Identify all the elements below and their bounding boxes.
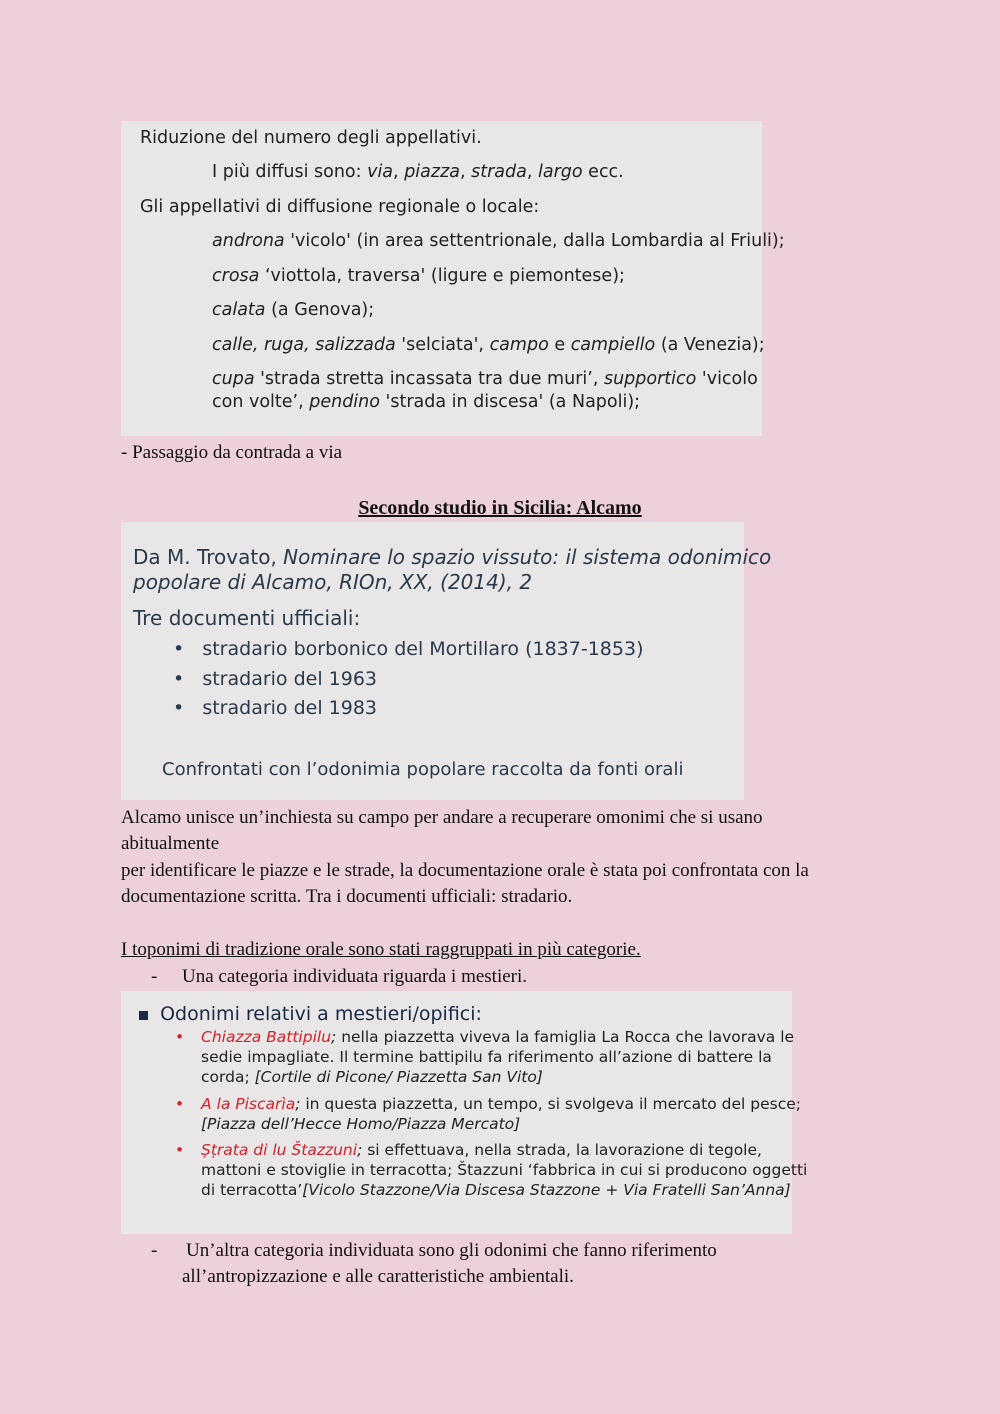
section-title: Secondo studio in Sicilia: Alcamo — [358, 497, 642, 519]
slide1-androna: androna 'vicolo' (in area settentrionale, dalla Lombardia al Friuli); — [212, 231, 785, 251]
underlined-heading: I toponimi di tradizione orale sono stati raggruppati in più categorie. — [121, 939, 641, 960]
slide2-item-1: • stradario borbonico del Mortillaro (1837-1853) — [173, 638, 644, 660]
paragraph-line-4: documentazione scritta. Tra i documenti ufficiali: stradario. — [121, 886, 573, 907]
red-bullet-icon: • — [175, 1095, 185, 1113]
slide2-heading: Tre documenti ufficiali: — [133, 606, 361, 630]
slide1-cupa-line1: cupa 'strada stretta incassata tra due muri’, supportico 'vicolo — [212, 369, 758, 389]
slide2-footer: Confrontati con l’odonimia popolare raccolta da fonti orali — [162, 759, 684, 780]
slide3-item1-line2: sedie impagliate. Il termine battipilu fa riferimento all’azione di battere la — [201, 1048, 772, 1066]
slide2-item-3: • stradario del 1983 — [173, 697, 378, 719]
list-item-mestieri: Una categoria individuata riguarda i mestieri. — [182, 966, 528, 987]
slide3-item3-line2: mattoni e stoviglie in terracotta; Štazzuni ‘fabbrica in cui si producono oggetti — [201, 1161, 808, 1179]
slide3-item1-line1: Chiazza Battipilu; nella piazzetta viveva la famiglia La Rocca che lavorava le — [201, 1028, 795, 1046]
slide3-item2-line1: A la Piscarìa; in questa piazzetta, un tempo, si svolgeva il mercato del pesce; — [201, 1095, 801, 1113]
list-dash-2: - — [151, 1240, 158, 1261]
list-item-antropizzazione-line2: all’antropizzazione e alle caratteristiche ambientali. — [182, 1266, 574, 1287]
slide1-crosa: crosa ‘viottola, traversa' (ligure e piemontese); — [212, 266, 625, 286]
slide3-item1-line3: corda; [Cortile di Picone/ Piazzetta San Vito] — [201, 1068, 543, 1086]
slide1-line3: Gli appellativi di diffusione regionale o locale: — [140, 197, 540, 217]
slide3-item3-line3: di terracotta’[Vicolo Stazzone/Via Discesa Stazzone + Via Fratelli San’Anna] — [201, 1181, 791, 1199]
slide3-heading: Odonimi relativi a mestieri/opifici: — [139, 1003, 482, 1025]
red-bullet-icon: • — [175, 1141, 185, 1159]
paragraph-line-2: abitualmente — [121, 833, 220, 854]
slide1-line2: I più diffusi sono: via, piazza, strada, largo ecc. — [212, 162, 624, 182]
paragraph-line-3: per identificare le piazze e le strade, la documentazione orale è stata poi confrontata con la — [121, 860, 809, 881]
slide2-source-line1: Da M. Trovato, Nominare lo spazio vissuto: il sistema odonimico — [133, 545, 772, 569]
list-dash-1: - — [151, 966, 158, 987]
slide3-item2-line2: [Piazza dell’Hecce Homo/Piazza Mercato] — [201, 1115, 521, 1133]
slide-image-appellativi — [121, 121, 785, 436]
list-item-antropizzazione-line1: Un’altra categoria individuata sono gli odonimi che fanno riferimento — [186, 1240, 717, 1261]
slide1-line1: Riduzione del numero degli appellativi. — [140, 128, 482, 148]
paragraph-line-1: Alcamo unisce un’inchiesta su campo per andare a recuperare omonimi che si usano — [121, 807, 763, 828]
slide1-calle: calle, ruga, salizzada 'selciata', campo e campiello (a Venezia); — [212, 335, 765, 355]
slide3-item3-line1: Ṣṭrata di lu Štazzuni; si effettuava, nella strada, la lavorazione di tegole, — [201, 1141, 762, 1159]
slide-image-mestieri — [121, 991, 808, 1234]
slide1-cupa-line2: con volte’, pendino 'strada in discesa' (a Napoli); — [212, 392, 641, 412]
square-bullet-icon — [139, 1011, 148, 1020]
red-bullet-icon: • — [175, 1028, 185, 1046]
slide-image-trovato — [121, 522, 772, 800]
slide2-item-2: • stradario del 1963 — [173, 668, 378, 690]
text-passaggio: - Passaggio da contrada a via — [121, 442, 343, 463]
slide2-source-line2: popolare di Alcamo, RIOn, XX, (2014), 2 — [133, 570, 533, 594]
slide1-calata: calata (a Genova); — [212, 300, 375, 320]
